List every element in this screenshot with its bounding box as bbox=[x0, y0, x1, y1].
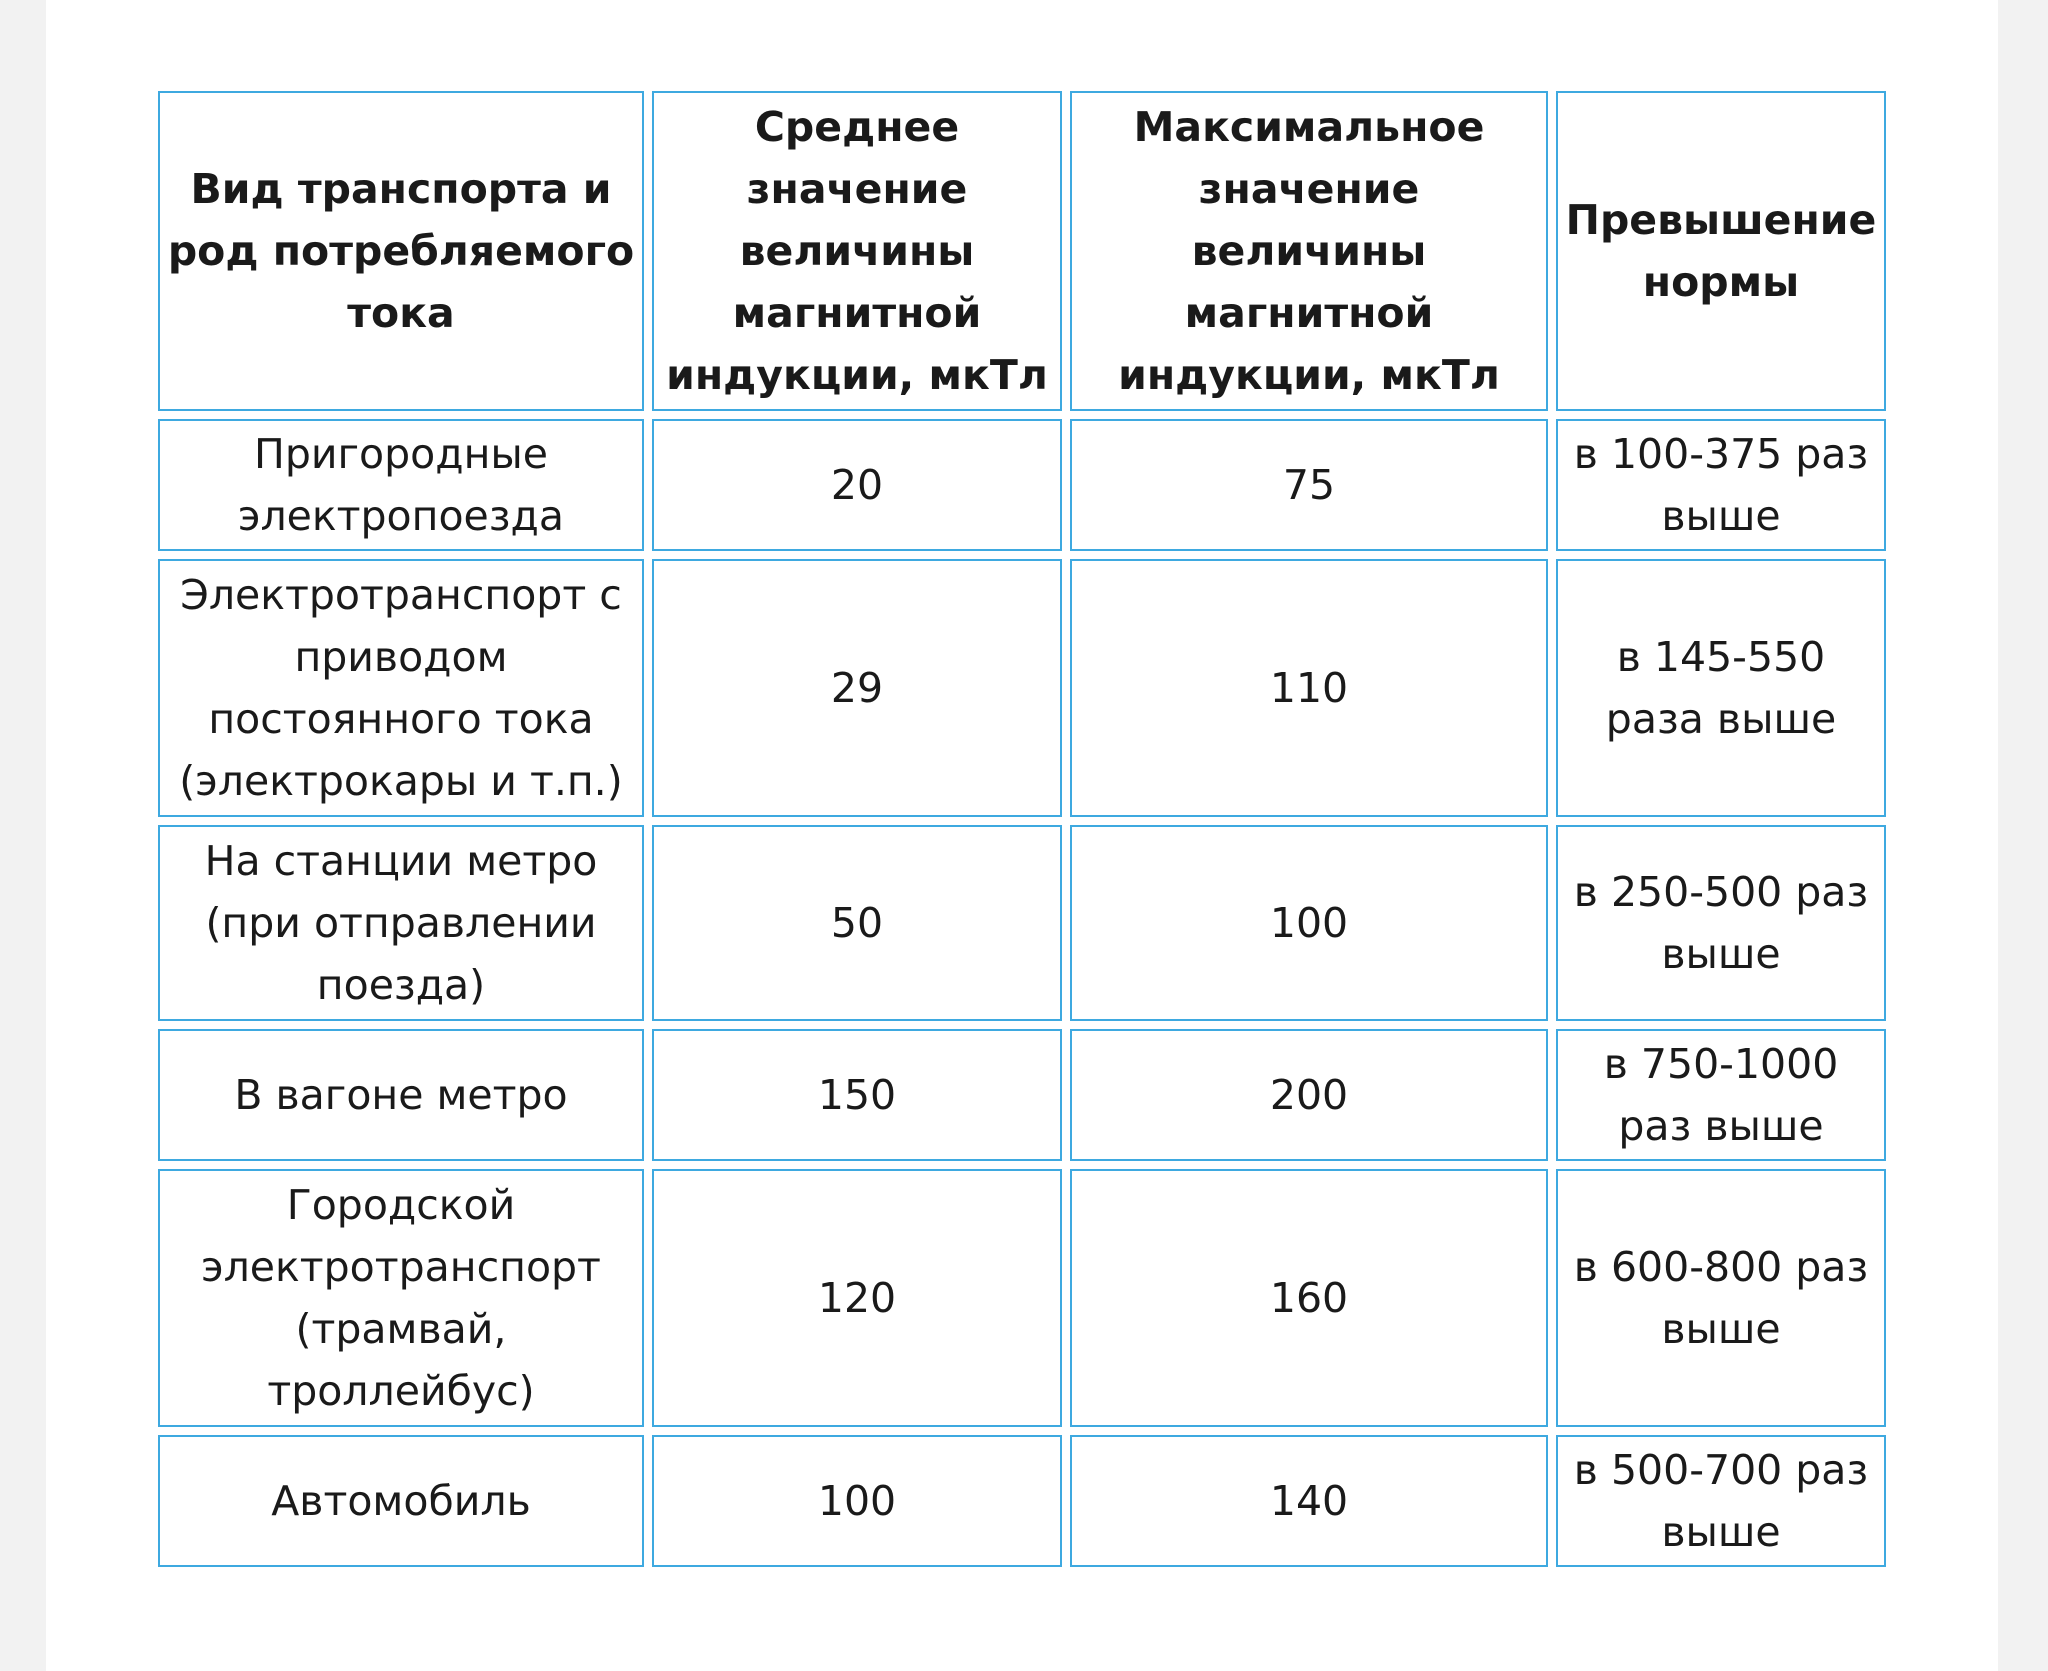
cell-transport: Электротранспорт с приводом постоянного тока (электрокары и т.п.) bbox=[158, 559, 644, 817]
header-average-value: Среднее значение величины магнитной индукции, мкТл bbox=[652, 91, 1062, 411]
table-row bbox=[158, 1435, 1886, 1567]
cell-transport: Автомобиль bbox=[158, 1435, 644, 1567]
cell-max: 200 bbox=[1070, 1029, 1548, 1161]
header-norm-excess: Превышение нормы bbox=[1556, 91, 1886, 411]
header-transport-type: Вид транспорта и род потребляемого тока bbox=[158, 91, 644, 411]
table-row bbox=[158, 825, 1886, 1021]
cell-max: 100 bbox=[1070, 825, 1548, 1021]
table-row bbox=[158, 559, 1886, 817]
cell-excess: в 500-700 раз выше bbox=[1556, 1435, 1886, 1567]
cell-max: 75 bbox=[1070, 419, 1548, 551]
magnetic-induction-table bbox=[150, 83, 1894, 1575]
cell-excess: в 145-550 раза выше bbox=[1556, 559, 1886, 817]
cell-average: 100 bbox=[652, 1435, 1062, 1567]
cell-excess: в 100-375 раз выше bbox=[1556, 419, 1886, 551]
header-max-value: Максимальное значение величины магнитной индукции, мкТл bbox=[1070, 91, 1548, 411]
cell-excess: в 600-800 раз выше bbox=[1556, 1169, 1886, 1427]
cell-transport: Пригородные электропоезда bbox=[158, 419, 644, 551]
cell-average: 29 bbox=[652, 559, 1062, 817]
table-row bbox=[158, 1169, 1886, 1427]
cell-max: 140 bbox=[1070, 1435, 1548, 1567]
cell-max: 160 bbox=[1070, 1169, 1548, 1427]
table-row bbox=[158, 419, 1886, 551]
cell-average: 50 bbox=[652, 825, 1062, 1021]
cell-max: 110 bbox=[1070, 559, 1548, 817]
cell-excess: в 750-1000 раз выше bbox=[1556, 1029, 1886, 1161]
page bbox=[46, 0, 1998, 1671]
cell-transport: В вагоне метро bbox=[158, 1029, 644, 1161]
cell-average: 20 bbox=[652, 419, 1062, 551]
cell-excess: в 250-500 раз выше bbox=[1556, 825, 1886, 1021]
table-row bbox=[158, 1029, 1886, 1161]
cell-average: 150 bbox=[652, 1029, 1062, 1161]
table-header-row bbox=[158, 91, 1886, 411]
cell-average: 120 bbox=[652, 1169, 1062, 1427]
cell-transport: Городской электротранспорт (трамвай, троллейбус) bbox=[158, 1169, 644, 1427]
cell-transport: На станции метро (при отправлении поезда) bbox=[158, 825, 644, 1021]
